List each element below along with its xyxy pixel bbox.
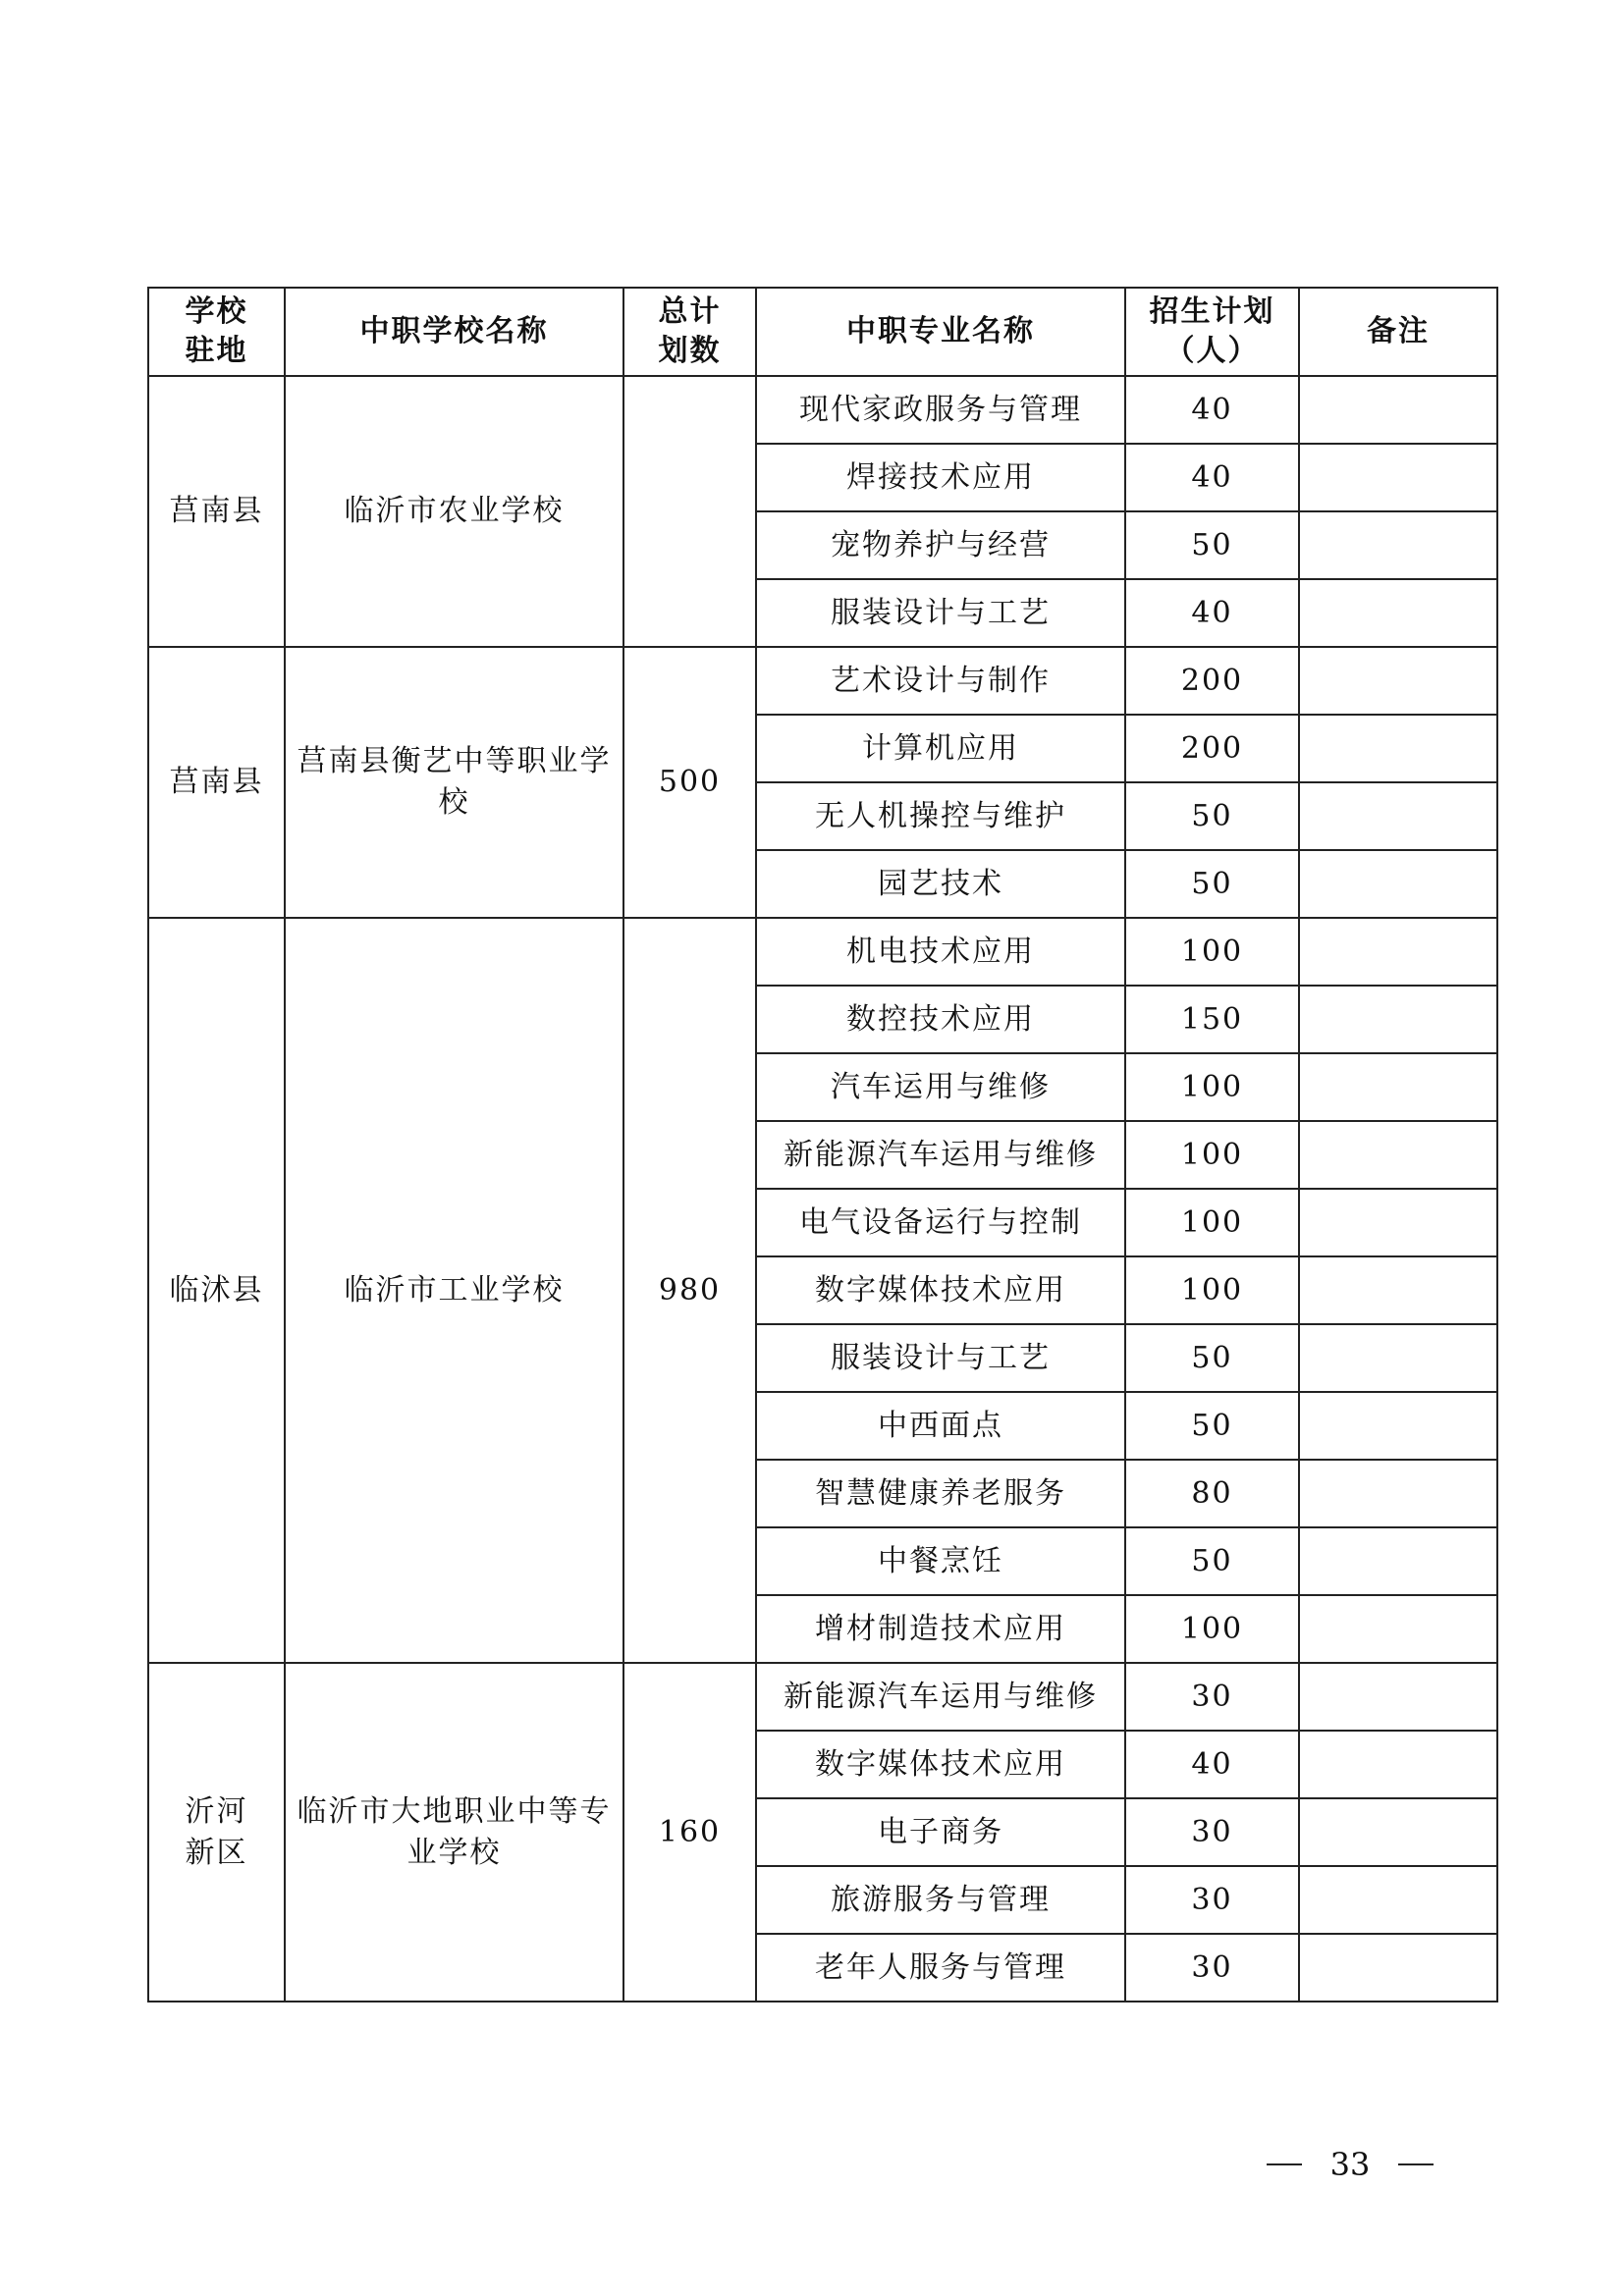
header-school-name: 中职学校名称	[285, 288, 623, 376]
school-name-cell: 莒南县衡艺中等职业学校	[285, 647, 623, 918]
enroll-plan-cell: 40	[1125, 376, 1299, 444]
major-name-cell: 中西面点	[756, 1392, 1125, 1460]
enroll-plan-cell: 100	[1125, 918, 1299, 986]
enroll-plan-cell: 50	[1125, 850, 1299, 918]
major-name-cell: 汽车运用与维修	[756, 1053, 1125, 1121]
remarks-cell	[1299, 1189, 1497, 1256]
remarks-cell	[1299, 647, 1497, 715]
major-name-cell: 焊接技术应用	[756, 444, 1125, 511]
enroll-plan-cell: 150	[1125, 986, 1299, 1053]
major-name-cell: 旅游服务与管理	[756, 1866, 1125, 1934]
page-number-footer	[1267, 2142, 1434, 2187]
total-plan-cell: 500	[623, 647, 756, 918]
remarks-cell	[1299, 850, 1497, 918]
major-name-cell: 宠物养护与经营	[756, 511, 1125, 579]
major-name-cell: 新能源汽车运用与维修	[756, 1663, 1125, 1731]
enroll-plan-cell: 100	[1125, 1595, 1299, 1663]
enroll-plan-cell: 50	[1125, 1392, 1299, 1460]
enroll-plan-cell: 30	[1125, 1798, 1299, 1866]
table-body	[148, 376, 1497, 2002]
major-name-cell: 艺术设计与制作	[756, 647, 1125, 715]
major-name-cell: 电气设备运行与控制	[756, 1189, 1125, 1256]
major-name-cell: 服装设计与工艺	[756, 1324, 1125, 1392]
remarks-cell	[1299, 1527, 1497, 1595]
enroll-plan-cell: 50	[1125, 1527, 1299, 1595]
enroll-plan-cell: 40	[1125, 1731, 1299, 1798]
major-name-cell: 数控技术应用	[756, 986, 1125, 1053]
header-major-name: 中职专业名称	[756, 288, 1125, 376]
remarks-cell	[1299, 1934, 1497, 2002]
enroll-plan-cell: 40	[1125, 444, 1299, 511]
remarks-cell	[1299, 1460, 1497, 1527]
major-name-cell: 电子商务	[756, 1798, 1125, 1866]
page-number: 33	[1329, 2146, 1371, 2183]
enroll-plan-cell: 100	[1125, 1256, 1299, 1324]
major-name-cell: 老年人服务与管理	[756, 1934, 1125, 2002]
enroll-plan-cell: 50	[1125, 1324, 1299, 1392]
remarks-cell	[1299, 782, 1497, 850]
major-name-cell: 数字媒体技术应用	[756, 1731, 1125, 1798]
major-name-cell: 新能源汽车运用与维修	[756, 1121, 1125, 1189]
table-row	[148, 376, 1497, 444]
enroll-plan-cell: 40	[1125, 579, 1299, 647]
total-plan-cell: 160	[623, 1663, 756, 2002]
remarks-cell	[1299, 1324, 1497, 1392]
remarks-cell	[1299, 986, 1497, 1053]
major-name-cell: 数字媒体技术应用	[756, 1256, 1125, 1324]
school-location-cell: 莒南县	[148, 376, 285, 647]
enroll-plan-cell: 100	[1125, 1189, 1299, 1256]
enroll-plan-cell: 50	[1125, 511, 1299, 579]
school-location-cell: 临沭县	[148, 918, 285, 1663]
enroll-plan-cell: 50	[1125, 782, 1299, 850]
footer-left-dash	[1267, 2163, 1302, 2165]
header-total-plan: 总计 划数	[623, 288, 756, 376]
school-name-cell: 临沂市农业学校	[285, 376, 623, 647]
remarks-cell	[1299, 1053, 1497, 1121]
major-name-cell: 中餐烹饪	[756, 1527, 1125, 1595]
major-name-cell: 增材制造技术应用	[756, 1595, 1125, 1663]
major-name-cell: 现代家政服务与管理	[756, 376, 1125, 444]
major-name-cell: 智慧健康养老服务	[756, 1460, 1125, 1527]
enroll-plan-cell: 200	[1125, 715, 1299, 782]
remarks-cell	[1299, 1121, 1497, 1189]
header-school-location: 学校 驻地	[148, 288, 285, 376]
remarks-cell	[1299, 376, 1497, 444]
enroll-plan-cell: 80	[1125, 1460, 1299, 1527]
remarks-cell	[1299, 1731, 1497, 1798]
enroll-plan-cell: 100	[1125, 1121, 1299, 1189]
enroll-plan-cell: 30	[1125, 1866, 1299, 1934]
remarks-cell	[1299, 1256, 1497, 1324]
remarks-cell	[1299, 1866, 1497, 1934]
enroll-plan-cell: 200	[1125, 647, 1299, 715]
remarks-cell	[1299, 1392, 1497, 1460]
table-row	[148, 918, 1497, 986]
remarks-cell	[1299, 1798, 1497, 1866]
enroll-plan-cell: 100	[1125, 1053, 1299, 1121]
enrollment-plan-table	[147, 287, 1498, 2002]
footer-right-dash	[1398, 2163, 1434, 2165]
major-name-cell: 计算机应用	[756, 715, 1125, 782]
school-name-cell: 临沂市大地职业中等专业学校	[285, 1663, 623, 2002]
remarks-cell	[1299, 1595, 1497, 1663]
total-plan-cell: 980	[623, 918, 756, 1663]
enroll-plan-cell: 30	[1125, 1663, 1299, 1731]
enroll-plan-cell: 30	[1125, 1934, 1299, 2002]
table-header-row	[148, 288, 1497, 376]
major-name-cell: 园艺技术	[756, 850, 1125, 918]
major-name-cell: 机电技术应用	[756, 918, 1125, 986]
remarks-cell	[1299, 579, 1497, 647]
remarks-cell	[1299, 511, 1497, 579]
school-location-cell: 莒南县	[148, 647, 285, 918]
header-remarks: 备注	[1299, 288, 1497, 376]
remarks-cell	[1299, 918, 1497, 986]
remarks-cell	[1299, 444, 1497, 511]
header-enroll-plan: 招生计划 （人）	[1125, 288, 1299, 376]
school-name-cell: 临沂市工业学校	[285, 918, 623, 1663]
table-row	[148, 647, 1497, 715]
major-name-cell: 无人机操控与维护	[756, 782, 1125, 850]
remarks-cell	[1299, 715, 1497, 782]
table-row	[148, 1663, 1497, 1731]
total-plan-cell	[623, 376, 756, 647]
major-name-cell: 服装设计与工艺	[756, 579, 1125, 647]
school-location-cell: 沂河新区	[148, 1663, 285, 2002]
remarks-cell	[1299, 1663, 1497, 1731]
